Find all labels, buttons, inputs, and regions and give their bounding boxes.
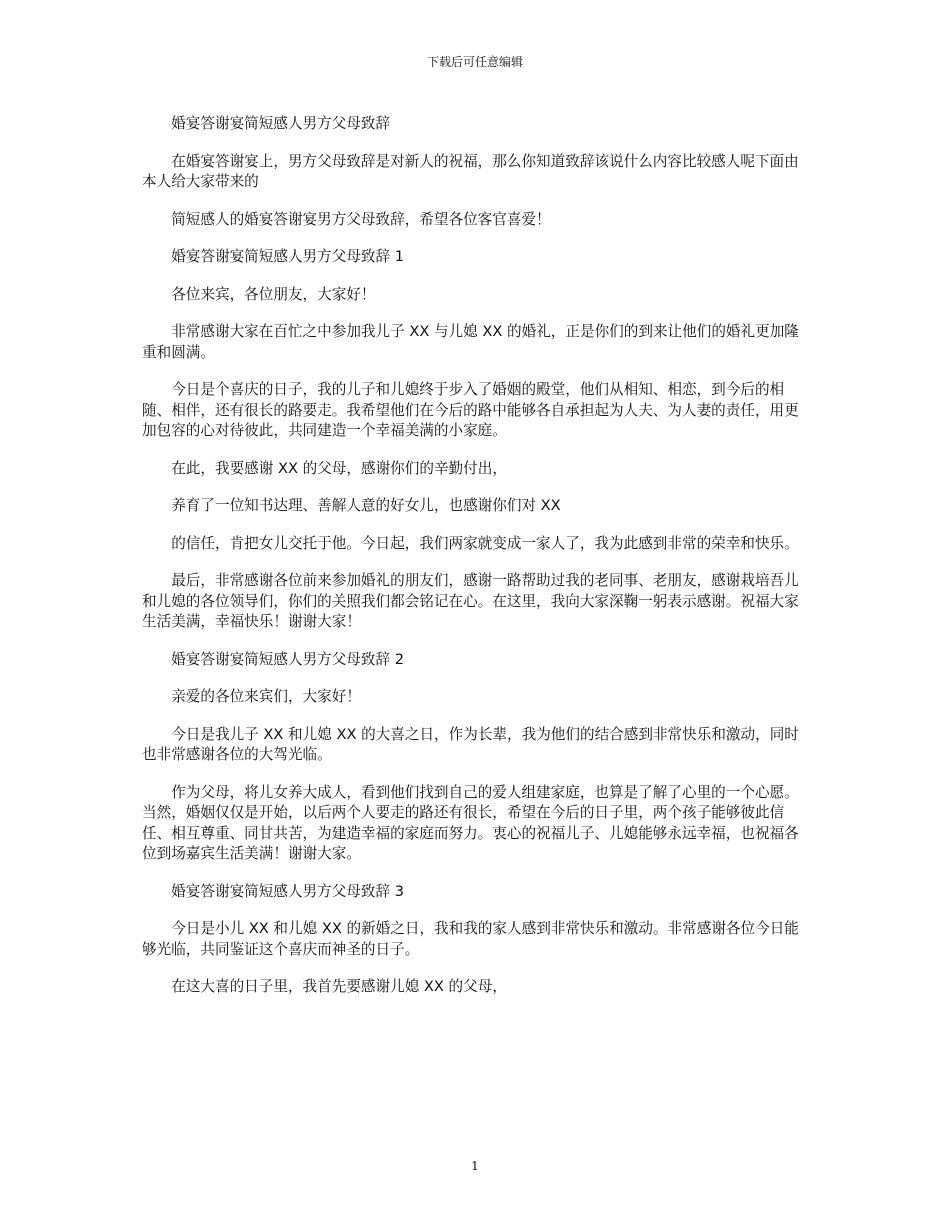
paragraph: 在婚宴答谢宴上，男方父母致辞是对新人的祝福，那么你知道致辞该说什么内容比较感人呢下面由本人给大家带来的 [142,152,799,190]
paragraph: 今日是个喜庆的日子，我的儿子和儿媳终于步入了婚姻的殿堂，他们从相知、相恋，到今后的相随、相伴，还有很长的路要走。我希望他们在今后的路中能够各自承担起为人夫、为人妻的责任，用更加包容的心对待彼此，共同建造一个幸福美满的小家庭。 [142,381,799,439]
document-body [142,114,812,1015]
section-heading-1: 婚宴答谢宴简短感人男方父母致辞 1 [171,248,405,265]
paragraph: 各位来宾，各位朋友，大家好！ [171,285,376,303]
paragraph: 养育了一位知书达理、善解人意的好女儿，也感谢你们对 XX [171,497,561,514]
section-heading-3: 婚宴答谢宴简短感人男方父母致辞 3 [171,882,405,900]
paragraph: 非常感谢大家在百忙之中参加我儿子 XX 与儿媳 XX 的婚礼，正是你们的到来让他们的婚礼更加隆重和圆满。 [142,323,799,361]
section-heading-2: 婚宴答谢宴简短感人男方父母致辞 2 [171,650,405,668]
paragraph: 今日是小儿 XX 和儿媳 XX 的新婚之日，我和我的家人感到非常快乐和激动。非常感谢各位今日能够光临，共同鉴证这个喜庆而神圣的日子。 [142,920,799,958]
paragraph: 在此，我要感谢 XX 的父母，感谢你们的辛勤付出， [171,459,507,477]
paragraph: 亲爱的各位来宾们，大家好！ [171,688,361,705]
paragraph: 简短感人的婚宴答谢宴男方父母致辞，希望各位客官喜爱！ [171,210,551,228]
paragraph: 最后，非常感谢各位前来参加婚礼的朋友们，感谢一路帮助过我的老同事、老朋友，感谢栽培吾儿和儿媳的各位领导们，你们的关照我们都会铭记在心。在这里，我向大家深鞠一躬表示感谢。祝福大家生活美满，幸福快乐！谢谢大家！ [142,572,799,630]
paragraph: 的信任，肯把女儿交托于他。今日起，我们两家就变成一家人了，我为此感到非常的荣幸和快乐。 [171,534,799,552]
page-number: 1 [471,1159,479,1173]
header-note: 下载后可任意编辑 [426,55,523,69]
document-title: 婚宴答谢宴简短感人男方父母致辞 [171,115,391,132]
paragraph: 今日是我儿子 XX 和儿媳 XX 的大喜之日，作为长辈，我为他们的结合感到非常快乐和激动，同时也非常感谢各位的大驾光临。 [142,725,799,763]
paragraph: 作为父母，将儿女养大成人，看到他们找到自己的爱人组建家庭，也算是了解了心里的一个心愿。当然，婚姻仅仅是开始，以后两个人要走的路还有很长，希望在今后的日子里，两个孩子能够彼此信任、相互尊重、同甘共苦，为建造幸福的家庭而努力。衷心的祝福儿子、儿媳能够永远幸福，也祝福各位到场嘉宾生活美满！谢谢大家。 [142,783,799,862]
paragraph: 在这大喜的日子里，我首先要感谢儿媳 XX 的父母， [171,978,507,995]
